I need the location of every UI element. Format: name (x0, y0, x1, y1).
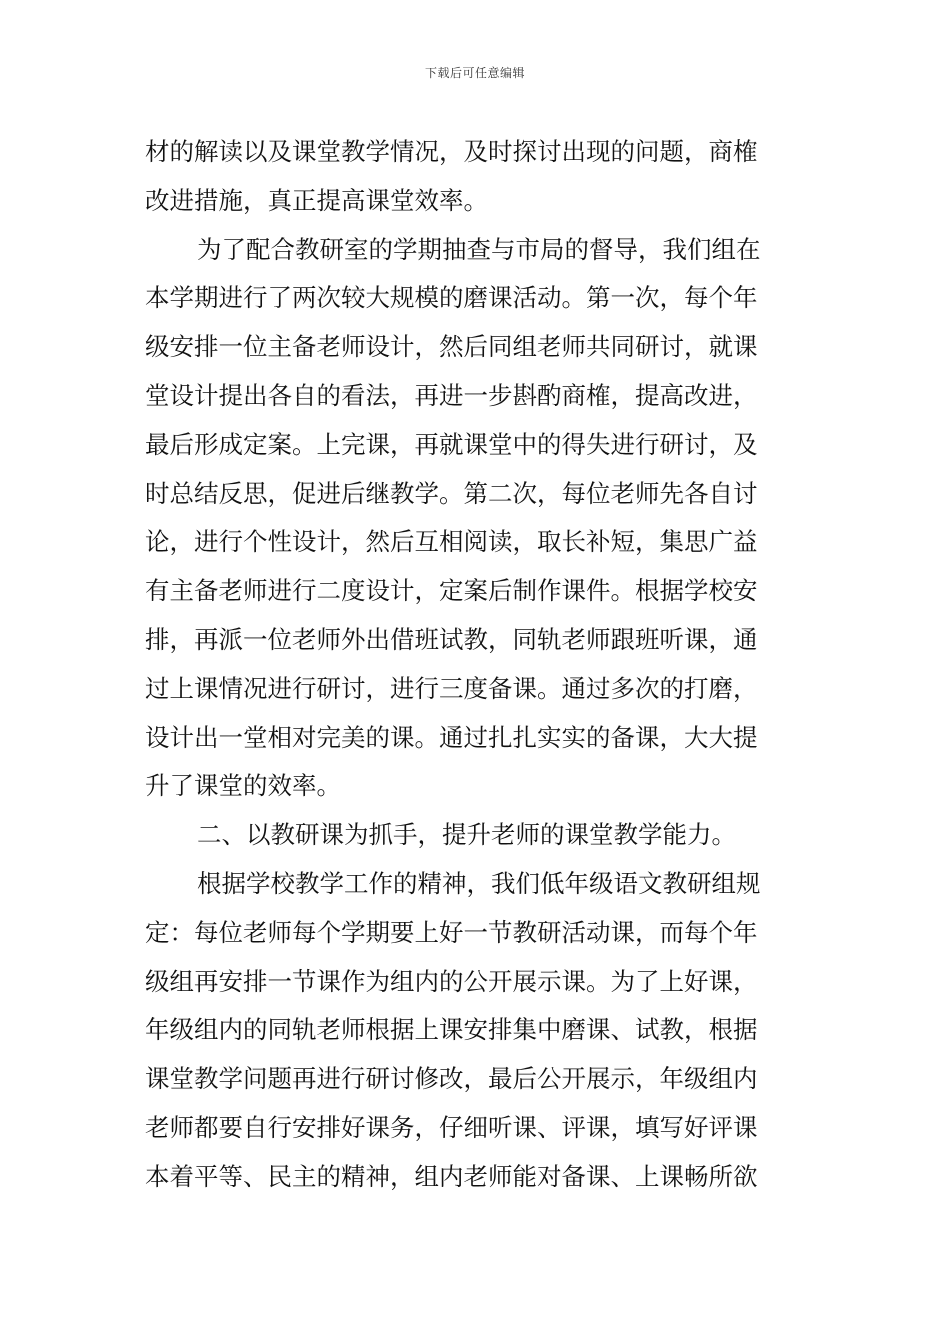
page-header: 下载后可任意编辑 (424, 66, 525, 80)
text-line: 排，再派一位老师外出借班试教，同轨老师跟班听课，通 (145, 624, 758, 654)
text-line: 级安排一位主备老师设计，然后同组老师共同研讨，就课 (145, 332, 758, 362)
paragraph-polishing-lessons (145, 226, 813, 812)
text-line: 课堂教学问题再进行研讨修改，最后公开展示，年级组内 (145, 1064, 758, 1094)
text-line: 有主备老师进行二度设计，定案后制作课件。根据学校安 (145, 576, 758, 606)
text-line: 论，进行个性设计，然后互相阅读，取长补短，集思广益 (145, 527, 758, 557)
paragraph-research-lessons (145, 860, 813, 1202)
text-line: 为了配合教研室的学期抽查与市局的督导，我们组在 (197, 234, 761, 264)
text-line: 最后形成定案。上完课，再就课堂中的得失进行研讨，及 (145, 429, 758, 459)
text-line: 根据学校教学工作的精神，我们低年级语文教研组规 (197, 868, 761, 898)
text-line: 改进措施，真正提高课堂效率。 (145, 185, 488, 215)
text-line: 定：每位老师每个学期要上好一节教研活动课，而每个年 (145, 917, 758, 947)
text-line: 设计出一堂相对完美的课。通过扎扎实实的备课，大大提 (145, 722, 758, 752)
text-line: 年级组内的同轨老师根据上课安排集中磨课、试教，根据 (145, 1015, 758, 1045)
text-line: 老师都要自行安排好课务，仔细听课、评课，填写好评课 (145, 1112, 758, 1142)
text-line: 级组再安排一节课作为组内的公开展示课。为了上好课， (145, 966, 758, 996)
section-heading (145, 811, 813, 860)
text-line: 堂设计提出各自的看法，再进一步斟酌商榷，提高改进， (145, 380, 758, 410)
text-line: 本着平等、民主的精神，组内老师能对备课、上课畅所欲 (145, 1161, 758, 1191)
paragraph-continuation (145, 128, 813, 226)
text-line: 时总结反思，促进后继教学。第二次，每位老师先各自讨 (145, 478, 758, 508)
text-line: 材的解读以及课堂教学情况，及时探讨出现的问题，商榷 (145, 137, 758, 166)
heading-line: 二、以教研课为抓手，提升老师的课堂教学能力。 (197, 820, 736, 850)
text-line: 本学期进行了两次较大规模的磨课活动。第一次，每个年 (145, 283, 758, 313)
text-line: 过上课情况进行研讨，进行三度备课。通过多次的打磨， (145, 673, 758, 703)
text-line: 升了课堂的效率。 (145, 771, 341, 801)
document-body (145, 128, 813, 1202)
